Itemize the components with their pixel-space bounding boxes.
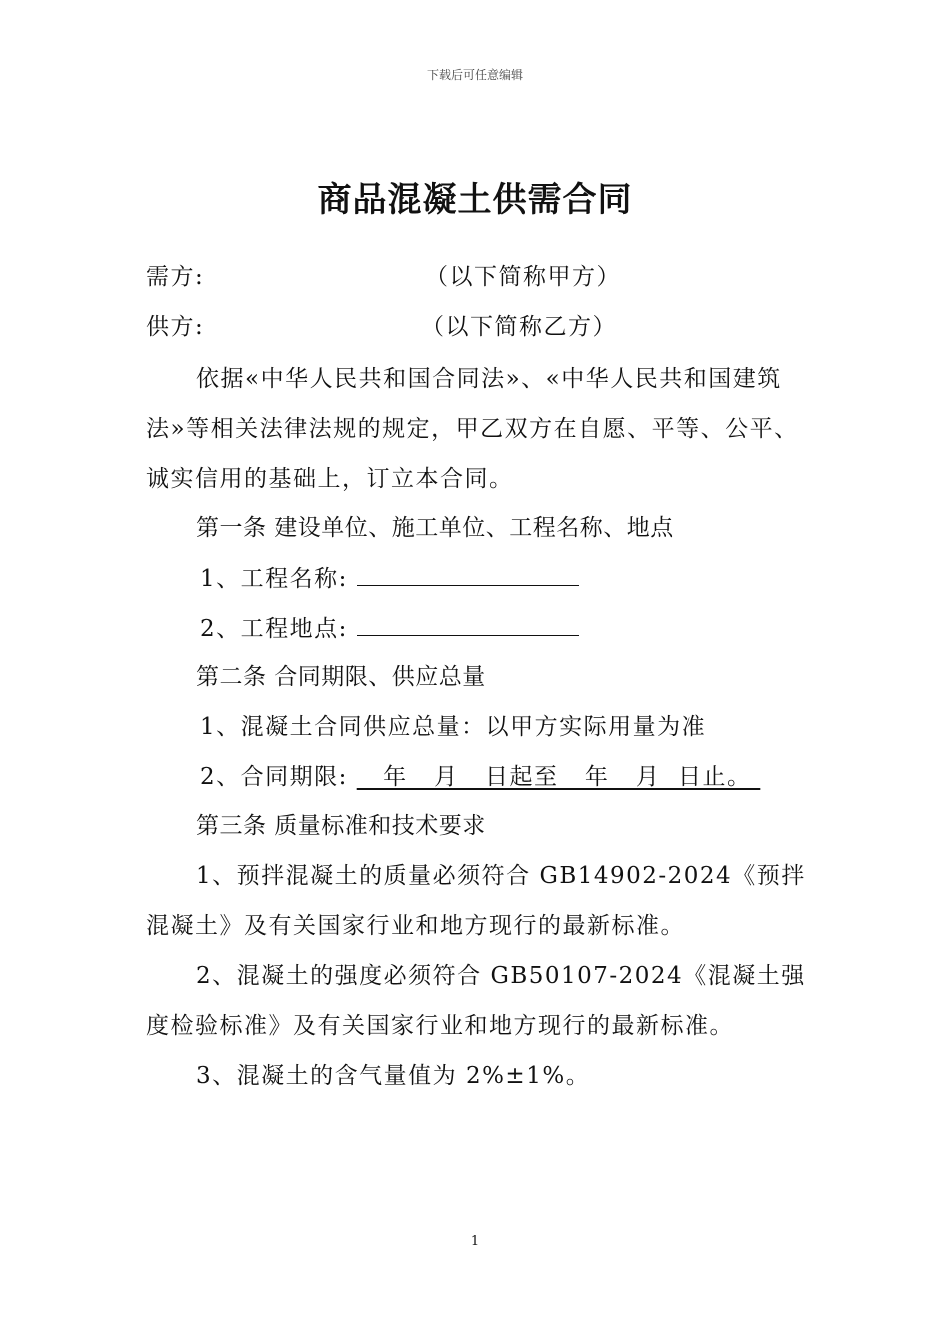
quality-item-2-line-2: 度检验标准》及有关国家行业和地方现行的最新标准。	[146, 1013, 734, 1039]
page-header: 下载后可任意编辑	[426, 68, 523, 82]
contract-period-value: 年 月 日起至 年 月 日止。	[356, 764, 761, 790]
project-name-row	[200, 560, 579, 593]
contract-period-row	[200, 758, 760, 791]
project-location-blank	[357, 611, 579, 636]
project-location-row	[200, 610, 579, 643]
intro-line-2: 法»等相关法律法规的规定，甲乙双方在自愿、平等、公平、	[146, 416, 799, 442]
quality-item-3: 3、混凝土的含气量值为 2%±1%。	[196, 1063, 591, 1089]
contract-title: 商品混凝土供需合同	[317, 180, 633, 220]
quality-item-2-line-1: 2、混凝土的强度必须符合 GB50107-2024《混凝土强	[196, 963, 806, 989]
demand-party-note: （以下简称甲方）	[425, 264, 621, 290]
page-number: 1	[470, 1234, 480, 1249]
supply-party-note: （以下简称乙方）	[421, 314, 617, 340]
intro-line-3: 诚实信用的基础上，订立本合同。	[146, 466, 514, 492]
quality-item-1-line-2: 混凝土》及有关国家行业和地方现行的最新标准。	[146, 913, 685, 939]
demand-party-label: 需方:	[146, 264, 205, 290]
article-3-heading: 第三条 质量标准和技术要求	[196, 813, 486, 839]
project-name-label: 1、工程名称:	[200, 566, 348, 592]
intro-line-1: 依据«中华人民共和国合同法»、«中华人民共和国建筑	[196, 366, 782, 392]
supply-total-text: 1、混凝土合同供应总量：以甲方实际用量为准	[200, 714, 707, 740]
contract-period-label: 2、合同期限:	[200, 764, 348, 790]
article-2-heading: 第二条 合同期限、供应总量	[196, 664, 486, 690]
article-1-heading: 第一条 建设单位、施工单位、工程名称、地点	[196, 515, 674, 541]
quality-item-1-line-1: 1、预拌混凝土的质量必须符合 GB14902-2024《预拌	[196, 863, 806, 889]
project-name-blank	[357, 561, 579, 586]
supply-party-label: 供方:	[146, 314, 205, 340]
project-location-label: 2、工程地点:	[200, 616, 348, 642]
